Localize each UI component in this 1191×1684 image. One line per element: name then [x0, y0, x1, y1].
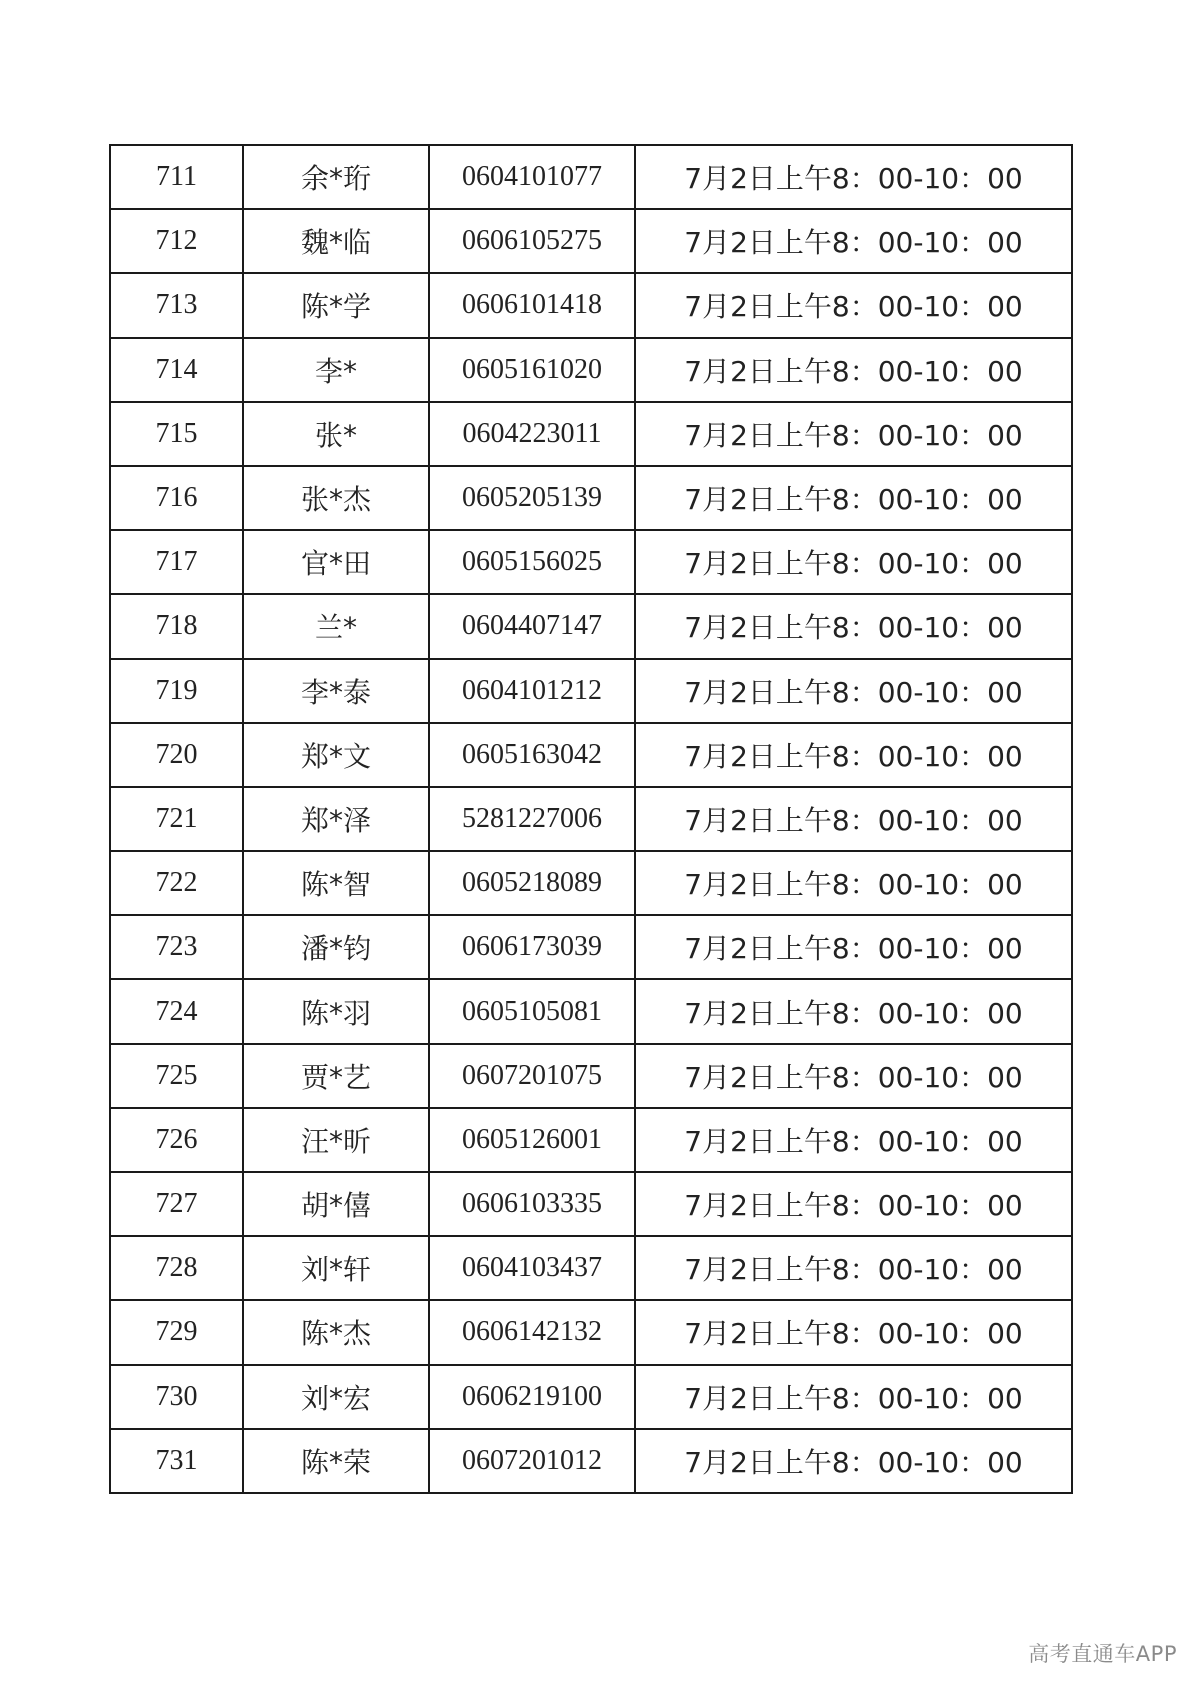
candidate-id-cell: 0605163042 [429, 723, 635, 787]
table-row [110, 594, 1072, 658]
row-number-cell: 727 [110, 1172, 243, 1236]
row-number-cell: 711 [110, 145, 243, 209]
exam-time-cell: 7月2日上午8：00-10：00 [635, 915, 1072, 979]
candidate-name-cell: 陈*杰 [243, 1300, 429, 1364]
table-row [110, 402, 1072, 466]
exam-time-cell: 7月2日上午8：00-10：00 [635, 466, 1072, 530]
row-number-cell: 723 [110, 915, 243, 979]
table-row [110, 273, 1072, 337]
row-number-cell: 720 [110, 723, 243, 787]
candidate-id-cell: 0606101418 [429, 273, 635, 337]
table-row [110, 209, 1072, 273]
candidate-name-cell: 官*田 [243, 530, 429, 594]
table-row [110, 338, 1072, 402]
table-row [110, 145, 1072, 209]
candidate-name-cell: 陈*智 [243, 851, 429, 915]
exam-time-cell: 7月2日上午8：00-10：00 [635, 338, 1072, 402]
exam-time-cell: 7月2日上午8：00-10：00 [635, 1108, 1072, 1172]
candidate-name-cell: 潘*钧 [243, 915, 429, 979]
table-row [110, 659, 1072, 723]
candidate-id-cell: 5281227006 [429, 787, 635, 851]
candidate-id-cell: 0607201012 [429, 1429, 635, 1493]
candidate-id-cell: 0606142132 [429, 1300, 635, 1364]
table-row [110, 787, 1072, 851]
exam-time-cell: 7月2日上午8：00-10：00 [635, 402, 1072, 466]
row-number-cell: 712 [110, 209, 243, 273]
candidate-id-cell: 0605105081 [429, 979, 635, 1043]
exam-time-cell: 7月2日上午8：00-10：00 [635, 851, 1072, 915]
table-row [110, 851, 1072, 915]
candidate-name-cell: 余*珩 [243, 145, 429, 209]
watermark: 高考直通车APP [1028, 1642, 1177, 1666]
table-row [110, 466, 1072, 530]
table-row [110, 1429, 1072, 1493]
candidate-name-cell: 兰* [243, 594, 429, 658]
candidate-name-cell: 刘*轩 [243, 1236, 429, 1300]
candidate-id-cell: 0606173039 [429, 915, 635, 979]
candidate-id-cell: 0607201075 [429, 1044, 635, 1108]
candidate-name-cell: 刘*宏 [243, 1365, 429, 1429]
exam-time-cell: 7月2日上午8：00-10：00 [635, 145, 1072, 209]
row-number-cell: 724 [110, 979, 243, 1043]
table-row [110, 915, 1072, 979]
candidate-id-cell: 0604103437 [429, 1236, 635, 1300]
table-row [110, 723, 1072, 787]
row-number-cell: 731 [110, 1429, 243, 1493]
row-number-cell: 722 [110, 851, 243, 915]
candidate-name-cell: 陈*羽 [243, 979, 429, 1043]
row-number-cell: 721 [110, 787, 243, 851]
candidate-name-cell: 郑*泽 [243, 787, 429, 851]
schedule-table [109, 144, 1073, 1494]
row-number-cell: 729 [110, 1300, 243, 1364]
table-row [110, 1236, 1072, 1300]
row-number-cell: 725 [110, 1044, 243, 1108]
candidate-id-cell: 0604223011 [429, 402, 635, 466]
candidate-name-cell: 李*泰 [243, 659, 429, 723]
row-number-cell: 730 [110, 1365, 243, 1429]
candidate-name-cell: 贾*艺 [243, 1044, 429, 1108]
schedule-table-body [110, 145, 1072, 1493]
candidate-name-cell: 郑*文 [243, 723, 429, 787]
candidate-name-cell: 李* [243, 338, 429, 402]
table-row [110, 1108, 1072, 1172]
candidate-name-cell: 陈*学 [243, 273, 429, 337]
candidate-id-cell: 0605161020 [429, 338, 635, 402]
candidate-id-cell: 0605156025 [429, 530, 635, 594]
candidate-id-cell: 0606105275 [429, 209, 635, 273]
row-number-cell: 717 [110, 530, 243, 594]
candidate-name-cell: 陈*荣 [243, 1429, 429, 1493]
exam-time-cell: 7月2日上午8：00-10：00 [635, 723, 1072, 787]
exam-time-cell: 7月2日上午8：00-10：00 [635, 1365, 1072, 1429]
candidate-id-cell: 0604101077 [429, 145, 635, 209]
row-number-cell: 715 [110, 402, 243, 466]
row-number-cell: 718 [110, 594, 243, 658]
exam-time-cell: 7月2日上午8：00-10：00 [635, 209, 1072, 273]
candidate-id-cell: 0606219100 [429, 1365, 635, 1429]
exam-time-cell: 7月2日上午8：00-10：00 [635, 273, 1072, 337]
table-row [110, 979, 1072, 1043]
candidate-id-cell: 0605126001 [429, 1108, 635, 1172]
row-number-cell: 728 [110, 1236, 243, 1300]
exam-time-cell: 7月2日上午8：00-10：00 [635, 1429, 1072, 1493]
exam-time-cell: 7月2日上午8：00-10：00 [635, 1172, 1072, 1236]
candidate-name-cell: 张* [243, 402, 429, 466]
table-row [110, 1365, 1072, 1429]
candidate-name-cell: 汪*昕 [243, 1108, 429, 1172]
candidate-id-cell: 0604101212 [429, 659, 635, 723]
table-row [110, 1172, 1072, 1236]
exam-time-cell: 7月2日上午8：00-10：00 [635, 659, 1072, 723]
candidate-id-cell: 0605218089 [429, 851, 635, 915]
table-row [110, 1044, 1072, 1108]
row-number-cell: 716 [110, 466, 243, 530]
exam-time-cell: 7月2日上午8：00-10：00 [635, 979, 1072, 1043]
candidate-id-cell: 0605205139 [429, 466, 635, 530]
exam-time-cell: 7月2日上午8：00-10：00 [635, 787, 1072, 851]
exam-time-cell: 7月2日上午8：00-10：00 [635, 1044, 1072, 1108]
candidate-name-cell: 魏*临 [243, 209, 429, 273]
row-number-cell: 713 [110, 273, 243, 337]
row-number-cell: 714 [110, 338, 243, 402]
exam-time-cell: 7月2日上午8：00-10：00 [635, 1300, 1072, 1364]
candidate-id-cell: 0604407147 [429, 594, 635, 658]
row-number-cell: 719 [110, 659, 243, 723]
exam-time-cell: 7月2日上午8：00-10：00 [635, 594, 1072, 658]
exam-time-cell: 7月2日上午8：00-10：00 [635, 530, 1072, 594]
candidate-id-cell: 0606103335 [429, 1172, 635, 1236]
candidate-name-cell: 张*杰 [243, 466, 429, 530]
table-row [110, 530, 1072, 594]
row-number-cell: 726 [110, 1108, 243, 1172]
candidate-name-cell: 胡*僖 [243, 1172, 429, 1236]
table-row [110, 1300, 1072, 1364]
exam-time-cell: 7月2日上午8：00-10：00 [635, 1236, 1072, 1300]
